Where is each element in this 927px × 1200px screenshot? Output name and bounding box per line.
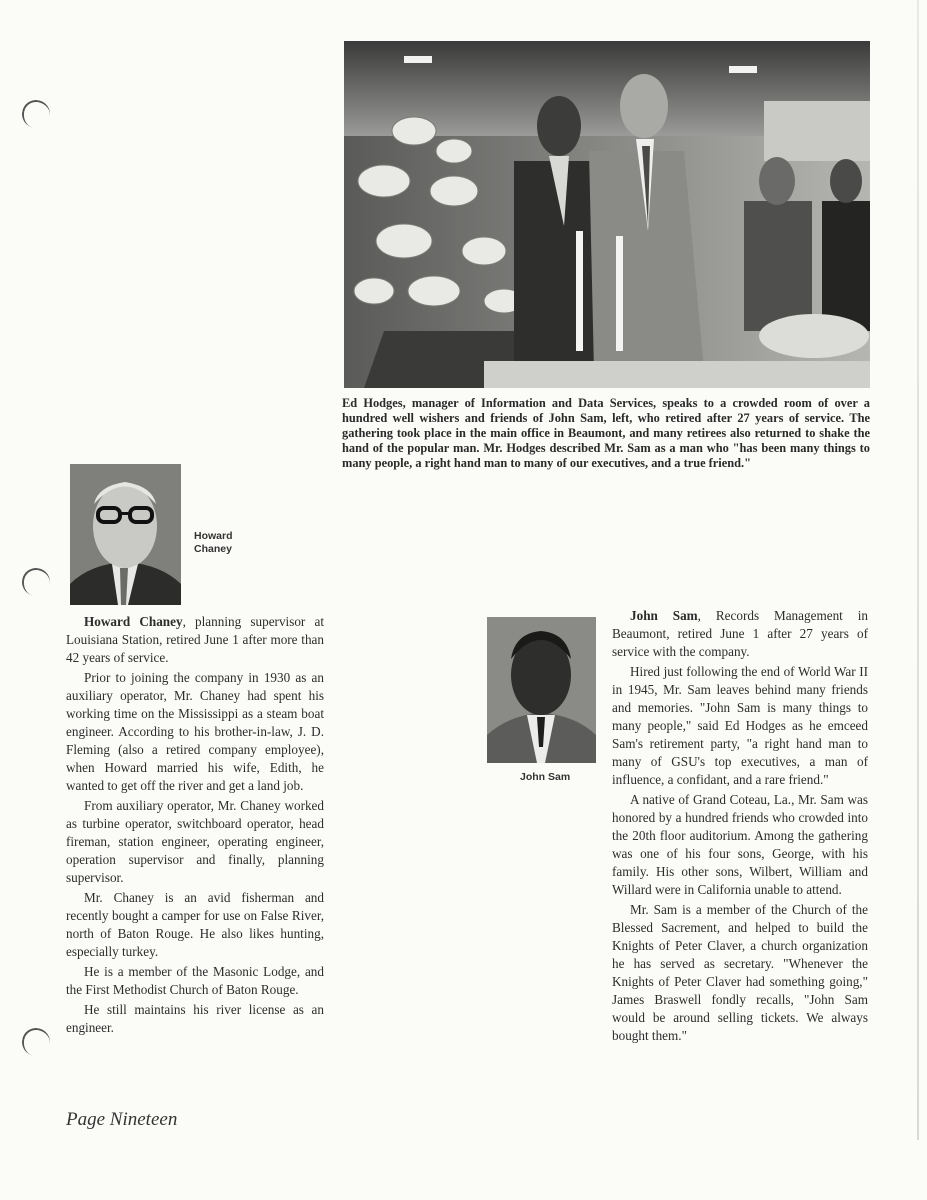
chaney-paragraph-1 <box>66 613 324 667</box>
sam-lead-name: John Sam <box>630 608 698 623</box>
page-number-footer: Page Nineteen <box>66 1109 178 1130</box>
john-sam-photo-caption: John Sam <box>520 771 571 783</box>
chaney-paragraph-5: He is a member of the Masonic Lodge, and the First Methodist Church of Baton Rouge. <box>66 964 324 997</box>
chaney-paragraph-3: From auxiliary operator, Mr. Chaney worked as turbine operator, switchboard operator, head fireman, station engineer, operating engineer, operation supervisor and finally, planning supervisor. <box>66 798 324 885</box>
caption-last-name: Chaney <box>194 542 232 555</box>
top-photo-caption: Ed Hodges, manager of Information and Data Services, speaks to a crowded room of over a hundred well wishers and friends of John Sam, left, who retired after 27 years of service. The gathering took place in the main office in Beaumont, and many retirees also returned to shake the hand of the popular man. Mr. Hodges described Mr. Sam as a man who "has been many things to many people, a right hand man to many of our executives, and a true friend." <box>342 396 870 470</box>
chaney-article <box>66 613 324 1039</box>
chaney-paragraph-4: Mr. Chaney is an avid fisherman and recently bought a camper for use on False River, north of Baton Rouge. He also likes hunting, especially turkey. <box>66 890 324 959</box>
howard-chaney-photo <box>70 464 181 605</box>
howard-chaney-photo-caption <box>194 530 233 555</box>
sam-lead-text: , Records Management in Beaumont, retired June 1 after 27 years of service with the company. <box>612 608 868 659</box>
page-edge <box>917 0 919 1140</box>
sam-article <box>612 607 868 1047</box>
binder-hole-bottom <box>20 1026 52 1058</box>
binder-hole-middle <box>20 566 52 598</box>
sam-paragraph-4: Mr. Sam is a member of the Church of the Blessed Sacrement, and helped to build the Knights of Peter Claver, a church organization he has served as secretary. "Whenever the Knights of Peter Claver had something going," James Braswell fondly recalls, "John Sam would be around selling tickets. We always bought them." <box>612 902 868 1043</box>
john-sam-photo <box>487 617 596 763</box>
retirement-party-photo <box>344 41 870 388</box>
binder-hole-top <box>20 98 52 130</box>
chaney-paragraph-2: Prior to joining the company in 1930 as an auxiliary operator, Mr. Chaney had spent his working time on the Mississippi as a steam boat engineer. According to his brother-in-law, J. D. Fleming (also a retired company employee), when Howard married his wife, Edith, he wanted to get off the river and get a land job. <box>66 670 324 793</box>
howard-chaney-portrait <box>70 464 181 605</box>
sam-paragraph-3: A native of Grand Coteau, La., Mr. Sam was honored by a hundred friends who crowded into the 20th floor auditorium. Among the gathering was one of his four sons, George, with his family. His other sons, Wilbert, William and Willard were in California unable to attend. <box>612 792 868 897</box>
chaney-paragraph-6: He still maintains his river license as an engineer. <box>66 1002 324 1035</box>
sam-paragraph-2: Hired just following the end of World War II in 1945, Mr. Sam leaves behind many friends and memories. "John Sam is many things to many people," said Ed Hodges as he emceed Sam's retirement party, "a right hand man to many of GSU's top executives, a man of influence, a confidant, and a rare friend." <box>612 664 868 787</box>
sam-paragraph-1 <box>612 607 868 661</box>
caption-first-name: Howard <box>194 530 233 542</box>
john-sam-portrait <box>487 617 596 763</box>
chaney-lead-name: Howard Chaney <box>84 614 183 629</box>
retirement-party-photo-image <box>344 41 870 388</box>
chaney-lead-text: , planning supervisor at Louisiana Station, retired June 1 after more than 42 years of service. <box>66 614 325 665</box>
